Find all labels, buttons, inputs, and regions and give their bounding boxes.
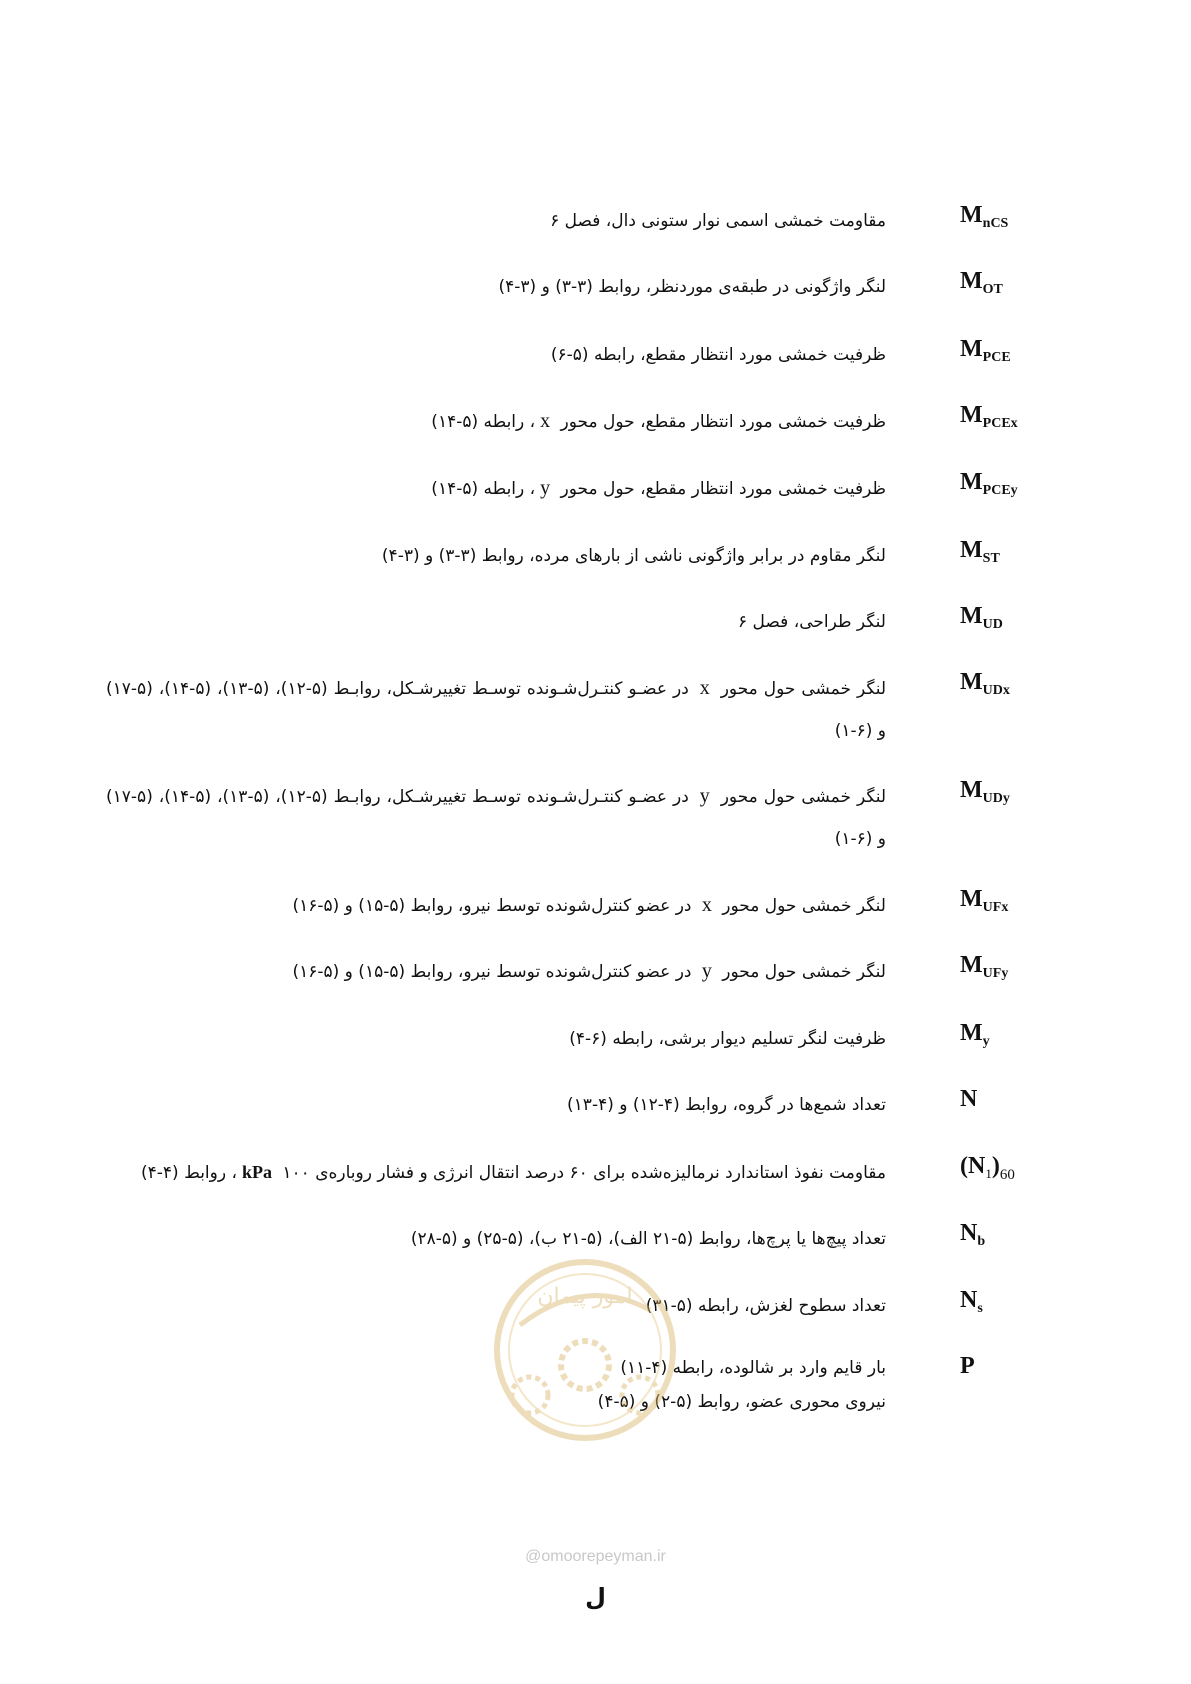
symbol: $(N_1)_{60}$ — [960, 1153, 1015, 1183]
description: مقاومت نفوذ استاندارد نرمالیزه‌شده برای ۶۰ درصد انتقال انرژی و فشار روباره‌ی ۱۰۰ kPa، روابط (۴-۴) — [140, 1162, 886, 1183]
symbol: $M_{UFx}$ — [960, 886, 1009, 915]
watermark-url: @omoorepeyman.ir — [525, 1548, 666, 1565]
description: تعداد سطوح لغزش، رابطه (۵-۳۱) — [645, 1296, 886, 1316]
description: ظرفیت خمشی مورد انتظار مقطع، حول محور x، رابطه (۵-۱۴) — [431, 410, 886, 432]
description: مقاومت خمشی اسمی نوار ستونی دال، فصل ۶ — [550, 211, 886, 231]
description: لنگر خمشی حول محور y در عضو کنترل‌شونده توسط نیرو، روابط (۵-۱۵) و (۵-۱۶) — [292, 960, 886, 982]
description: لنگر طراحی، فصل ۶ — [738, 612, 886, 632]
description: تعداد پیچ‌ها یا پرچ‌ها، روابط (۵-۲۱ الف)، (۵-۲۱ ب)، (۵-۲۵) و (۵-۲۸) — [410, 1229, 886, 1249]
description: لنگر خمشی حول محور y در عضـو کنتـرل‌شـونده توسـط تغییرشـکل، روابـط (۵-۱۲)، (۵-۱۳)، (۵-۱۴)، (۵-۱۷) و (۶-۱) — [106, 785, 887, 849]
description: ظرفیت خمشی مورد انتظار مقطع، حول محور y، رابطه (۵-۱۴) — [431, 477, 886, 499]
watermark-logo — [490, 1255, 680, 1445]
symbol: $M_{UD}$ — [960, 603, 1003, 632]
watermark-logo-text: امور پیمان — [537, 1284, 633, 1309]
description: لنگر مقاوم در برابر واژگونی ناشی از بارهای مرده، روابط (۳-۳) و (۳-۴) — [381, 546, 886, 566]
symbol: $M_{OT}$ — [960, 268, 1003, 297]
symbol: $M_{PCE}$ — [960, 336, 1011, 365]
description: لنگر خمشی حول محور x در عضو کنترل‌شونده توسط نیرو، روابط (۵-۱۵) و (۵-۱۶) — [292, 894, 886, 916]
symbol: $M_{UDx}$ — [960, 669, 1010, 698]
description: ظرفیت خمشی مورد انتظار مقطع، رابطه (۵-۶) — [550, 345, 886, 365]
symbol: $M_{nCS}$ — [960, 202, 1009, 231]
symbol: $M_{ST}$ — [960, 537, 1000, 566]
description: لنگر واژگونی در طبقه‌ی موردنظر، روابط (۳-۳) و (۳-۴) — [498, 277, 886, 297]
description: بار قایم وارد بر شالوده، رابطه (۴-۱۱) نیروی محوری عضو، روابط (۵-۲) و (۵-۴) — [597, 1358, 886, 1412]
symbol: $M_y$ — [960, 1020, 990, 1049]
description: تعداد شمع‌ها در گروه، روابط (۴-۱۲) و (۴-۱۳) — [567, 1095, 886, 1115]
symbol: $N_b$ — [960, 1220, 986, 1249]
symbol: $M_{UDy}$ — [960, 777, 1010, 806]
watermark-gear-center — [561, 1341, 609, 1389]
symbol: $M_{UFy}$ — [960, 952, 1009, 981]
symbol: N — [960, 1086, 978, 1112]
symbol: $M_{PCEx}$ — [960, 402, 1018, 431]
symbol: P — [960, 1353, 975, 1379]
symbol: $N_s$ — [960, 1287, 983, 1316]
page-number: ل — [585, 1583, 606, 1611]
description: ظرفیت لنگر تسلیم دیوار برشی، رابطه (۶-۴) — [569, 1029, 886, 1049]
symbol: $M_{PCEy}$ — [960, 469, 1018, 498]
description: لنگر خمشی حول محور x در عضـو کنتـرل‌شـونده توسـط تغییرشـکل، روابـط (۵-۱۲)، (۵-۱۳)، (۵-۱۴)، (۵-۱۷) و (۶-۱) — [106, 677, 887, 741]
